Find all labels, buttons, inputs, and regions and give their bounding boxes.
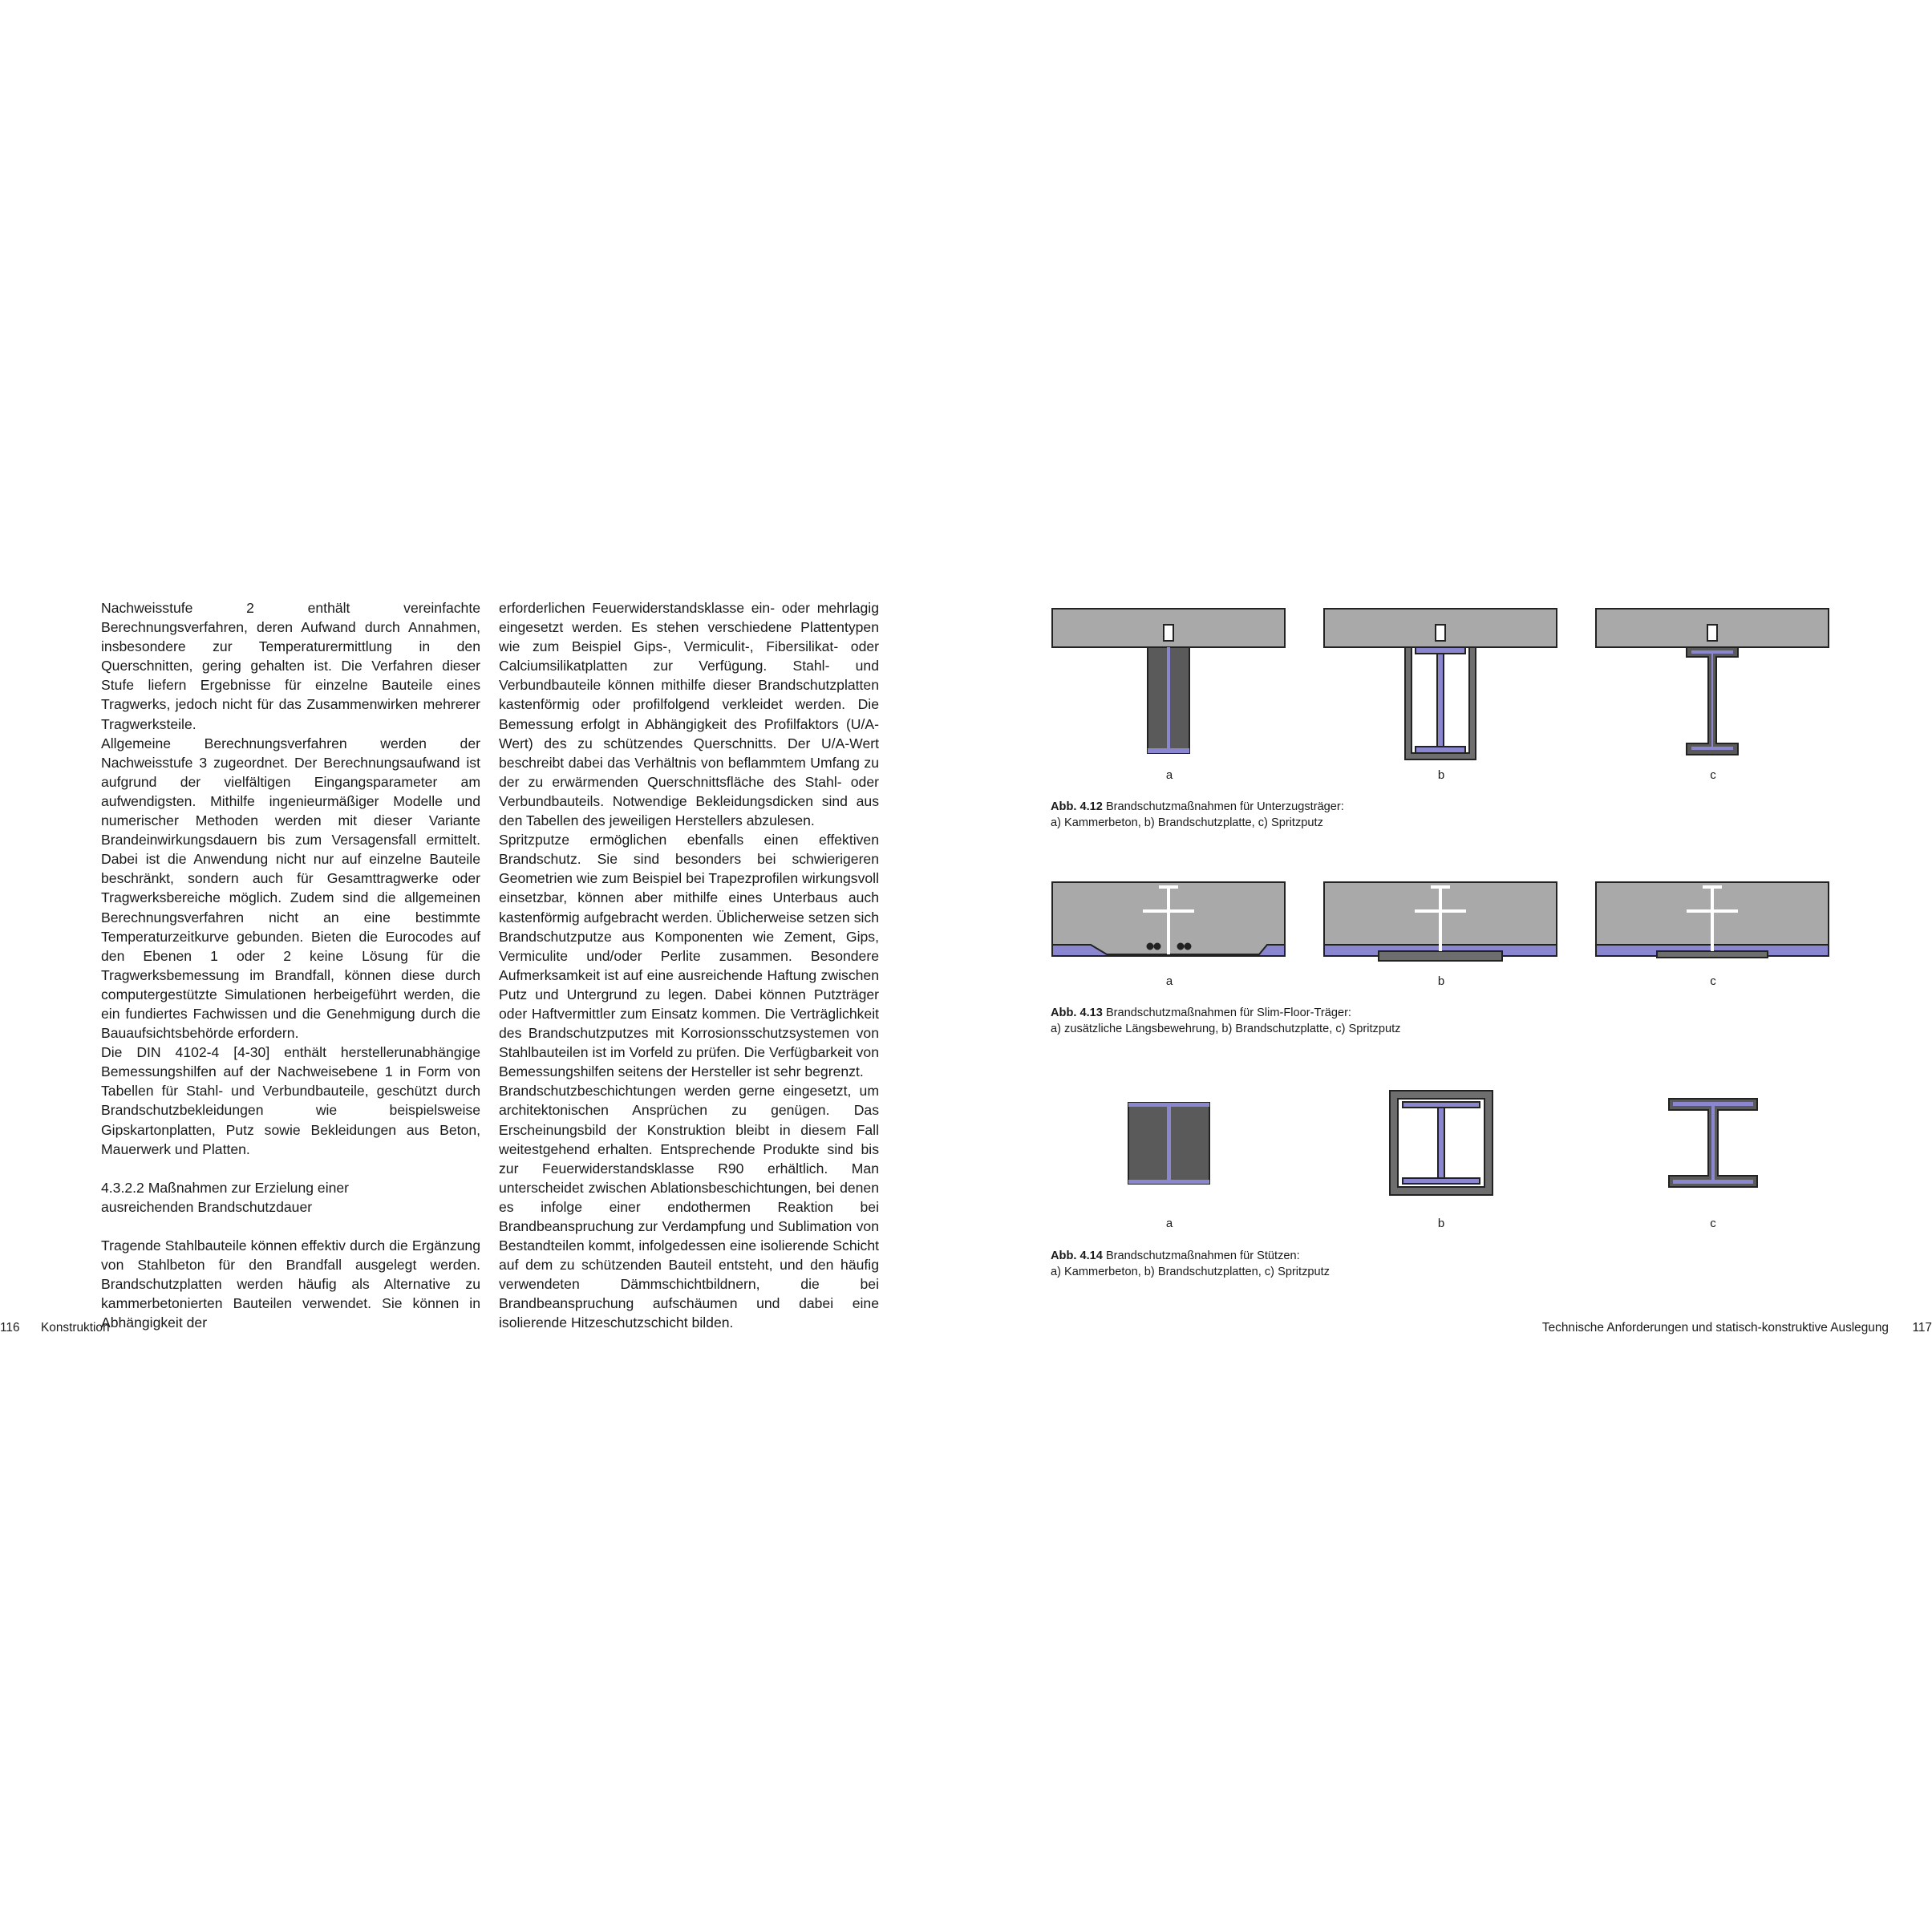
figure-4-12-caption bbox=[1051, 799, 1344, 831]
paragraph: Brandschutzbeschichtungen werden gerne eingesetzt, um architektonischen Ansprüchen zu genügen. Das Erscheinungsbild der Konstruktion bleibt in diesem Fall weitestgehend erhalten. Entsprechende Produkte sind bis zur Feuerwiderstandsklasse R90 erhältlich. Man unterscheidet zwischen Ablationsbeschichtungen, bei denen es infolge einer endothermen Reaktion bei Brandbeanspruchung zur Verdampfung und Sublimation von Bestandteilen kommt, infolgedessen eine isolierende Schicht auf dem zu schützenden Bauteil entsteht, und den häufig verwendeten Dämmschichtbildnern, die bei Brandbeanspruchung aufschäumen und dabei eine isolierende Hitzeschutzschicht bilden. bbox=[499, 1083, 879, 1331]
fig412-label-a: a bbox=[1165, 768, 1173, 782]
beam-c-spray-plaster bbox=[1596, 609, 1829, 755]
figure-4-14-caption bbox=[1051, 1248, 1330, 1280]
slimfloor-b-protective-board bbox=[1324, 882, 1557, 961]
fig412-label-c: c bbox=[1710, 768, 1716, 782]
section-heading-line2: ausreichenden Brandschutzdauer bbox=[101, 1198, 313, 1215]
figure-4-13-caption bbox=[1051, 1005, 1400, 1037]
column-b-protective-boards bbox=[1390, 1091, 1493, 1195]
fig413-label-a: a bbox=[1165, 974, 1173, 988]
fig413-label-c: c bbox=[1710, 974, 1716, 988]
caption-number: Abb. 4.12 bbox=[1051, 800, 1103, 813]
figure-4-14-diagram bbox=[1043, 1088, 1837, 1200]
right-page-number: 117 bbox=[1912, 1321, 1932, 1335]
paragraph: Nachweisstufe 2 enthält vereinfachte Berechnungsverfahren, deren Aufwand durch Annahmen, insbesondere zur Temperaturermittlung in den Querschnitten, gering gehalten ist. Die Verfahren dieser Stufe liefern Ergebnisse für einzelne Bauteile eines Tragwerks, jedoch nicht für das Zusammenwirken mehrerer Tragwerksteile. bbox=[101, 600, 480, 732]
figure-4-13-diagram bbox=[1043, 881, 1837, 969]
paragraph: Spritzputze ermöglichen ebenfalls einen effektiven Brandschutz. Sie sind besonders bei schwierigeren Geometrien wie zum Beispiel bei Trapezprofilen wirkungsvoll einsetzbar, können aber mithilfe eines Unterbaus auch kastenförmig aufgebracht werden. Üblicherweise setzen sich Brandschutzputze aus Komponenten wie Zement, Gips, Vermiculite und/oder Perlite zusammen. Besondere Aufmerksamkeit ist auf eine ausreichende Haftung zwischen Putz und Untergrund zu legen. Dabei können Putzträger oder Haftvermittler zum Einsatz kommen. Die Verträglichkeit des Brandschutzputzes mit Korrosionsschutzsystemen von Stahlbauteilen ist im Vorfeld zu prüfen. Die Verfügbarkeit von Bemessungshilfen seitens der Hersteller ist sehr begrenzt. bbox=[499, 832, 879, 1080]
column-a-encased-concrete bbox=[1128, 1103, 1209, 1184]
beam-a-encased-concrete bbox=[1052, 609, 1285, 753]
caption-text: a) Kammerbeton, b) Brandschutzplatten, c) Spritzputz bbox=[1051, 1266, 1330, 1278]
figure-4-12-diagram bbox=[1043, 597, 1837, 766]
paragraph: Die DIN 4102-4 [4-30] enthält herstellerunabhängige Bemessungshilfen auf der Nachweisebene 1 in Form von Tabellen für Stahl- und Verbundbauteile, geschützt durch Brandschutzbekleidungen wie beispielsweise Gipskartonplatten, Putz sowie Bekleidungen aus Beton, Mauerwerk und Platten. bbox=[101, 1044, 480, 1157]
caption-text: a) Kammerbeton, b) Brandschutzplatte, c) Spritzputz bbox=[1051, 816, 1323, 829]
fig414-label-b: b bbox=[1437, 1217, 1445, 1230]
slimfloor-c-spray-plaster bbox=[1596, 882, 1829, 958]
caption-title: Brandschutzmaßnahmen für Unterzugsträger: bbox=[1105, 800, 1344, 813]
column-c-spray-plaster bbox=[1669, 1099, 1757, 1187]
caption-title: Brandschutzmaßnahmen für Stützen: bbox=[1105, 1250, 1300, 1262]
paragraph: Allgemeine Berechnungsverfahren werden der Nachweisstufe 3 zugeordnet. Der Berechnungsaufwand ist aufgrund der vielfältigen Eingangsparameter am aufwendigsten. Mithilfe ingenieurmäßiger Modelle und numerischer Methoden werden mit dieser Variante Brandeinwirkungsdauern bis zum Versagensfall ermittelt. Dabei ist die Anwendung nicht nur auf einzelne Bauteile beschränkt, sondern auch für Gesamttragwerke oder Tragwerksbereiche möglich. Zudem sind die allgemeinen Berechnungsverfahren nicht an eine bestimmte Temperaturzeitkurve gebunden. Bieten die Eurocodes auf den Ebenen 1 oder 2 keine Lösung für die Tragwerksbemessung im Brandfall, können diese durch computergestützte Simulationen herbeigeführt werden, die ein fundiertes Fachwissen und die Genehmigung durch die Bauaufsichtsbehörde erfordern. bbox=[101, 735, 480, 1042]
caption-number: Abb. 4.14 bbox=[1051, 1250, 1103, 1262]
middle-text-column bbox=[499, 598, 879, 1333]
slimfloor-a-reinforcement bbox=[1052, 882, 1285, 956]
fig414-label-a: a bbox=[1165, 1217, 1173, 1230]
fig414-label-c: c bbox=[1710, 1217, 1716, 1230]
right-running-footer: Technische Anforderungen und statisch-konstruktive Auslegung bbox=[1541, 1321, 1889, 1335]
left-page-number: 116 bbox=[0, 1321, 20, 1335]
caption-number: Abb. 4.13 bbox=[1051, 1007, 1103, 1019]
caption-text: a) zusätzliche Längsbewehrung, b) Brandschutzplatte, c) Spritzputz bbox=[1051, 1023, 1401, 1035]
caption-title: Brandschutzmaßnahmen für Slim-Floor-Träger: bbox=[1105, 1007, 1351, 1019]
left-running-footer: Konstruktion bbox=[41, 1321, 110, 1335]
paragraph: erforderlichen Feuerwiderstandsklasse ein- oder mehrlagig eingesetzt werden. Es stehen verschiedene Plattentypen wie zum Beispiel Gips-, Vermiculit-, Fibersilikat- oder Calciumsilikatplatten zur Verfügung. Stahl- und Verbundbauteile können mithilfe dieser Brandschutzplatten kastenförmig oder profilfolgend verkleidet werden. Die Bemessung erfolgt in Abhängigkeit des Profilfaktors (U/A-Wert) des zu schützendes Querschnitts. Der U/A-Wert beschreibt dabei das Verhältnis von beflammtem Umfang zu der zu erwärmenden Querschnittsfläche des Stahl- oder Verbundbauteils. Notwendige Bekleidungsdicken sind aus den Tabellen des jeweiligen Herstellers abzulesen. bbox=[499, 600, 879, 829]
paragraph: Tragende Stahlbauteile können effektiv durch die Ergänzung von Stahlbeton für den Brandfall ausgelegt werden. Brandschutzplatten werden häufig als Alternative zu kammerbetonierten Bauteilen verwendet. Sie können in Abhängigkeit der bbox=[101, 1237, 480, 1331]
left-text-column bbox=[101, 598, 480, 1332]
section-heading: 4.3.2.2 Maßnahmen zur Erzielung einer bbox=[101, 1179, 350, 1196]
fig412-label-b: b bbox=[1437, 768, 1445, 782]
fig413-label-b: b bbox=[1437, 974, 1445, 988]
beam-b-protective-boards bbox=[1324, 609, 1557, 759]
